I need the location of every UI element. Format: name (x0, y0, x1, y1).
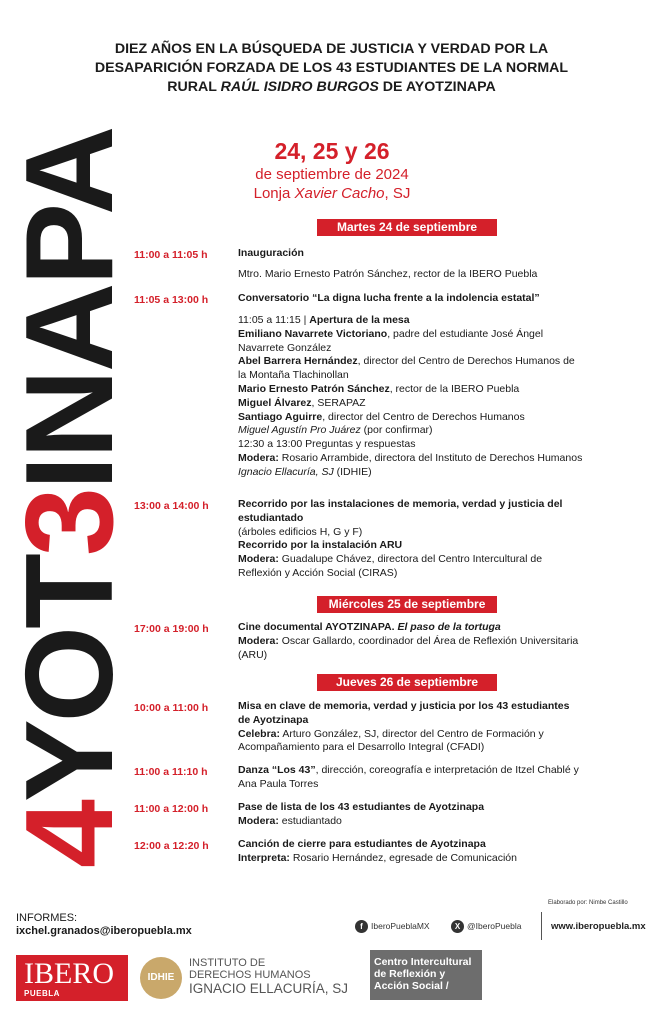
idhie-line-3: IGNACIO ELLACURÍA, SJ (189, 981, 349, 996)
event-4-title: Cine documental AYOTZINAPA. (238, 621, 398, 633)
event-8-time: 12:00 a 12:20 h (134, 840, 209, 852)
x-handle: @IberoPuebla (467, 921, 522, 931)
header-line-1: DIEZ AÑOS EN LA BÚSQUEDA DE JUSTICIA Y VERDAD POR LA (114, 41, 549, 57)
panelist-2-desc: , director del Centro de Derechos Humanos de la Montaña Tlachinollan (238, 355, 575, 382)
event-3-line-2: Recorrido por la instalación ARU (238, 539, 403, 552)
event-2-opening (238, 314, 583, 328)
event-8 (238, 838, 583, 866)
event-2-title (238, 292, 583, 306)
ibero-logo (16, 955, 128, 1001)
header-line-3-italic: RAÚL ISIDRO BURGOS (220, 79, 379, 95)
header-line-2: DESAPARICIÓN FORZADA DE LOS 43 ESTUDIANTES DE LA NORMAL (94, 60, 569, 76)
event-1-time: 11:00 a 11:05 h (134, 249, 208, 261)
event-5 (238, 700, 583, 755)
day-band-26: Jueves 26 de septiembre (317, 674, 497, 691)
ciras-line-3: Acción Social / (374, 980, 449, 992)
event-5-label: Celebra: (238, 727, 281, 740)
venue-pre: Lonja (253, 185, 295, 202)
x-link[interactable] (451, 919, 521, 933)
event-6 (238, 764, 583, 792)
event-7 (238, 801, 583, 829)
facebook-handle: IberoPueblaMX (371, 921, 430, 931)
panelist-4-desc: , SERAPAZ (311, 396, 366, 409)
vertical-title-3: 3 (1, 490, 139, 557)
event-2-panelist-4 (238, 397, 583, 411)
event-3-moderator (238, 553, 583, 581)
panelist-3-name: Mario Ernesto Patrón Sánchez (238, 382, 390, 395)
vertical-title (1, 78, 139, 868)
panelist-2-name: Abel Barrera Hernández (238, 355, 358, 368)
event-1-title: Inauguración (238, 247, 304, 259)
panelist-1-desc: , padre del estudiante José Ángel Navarrete González (238, 327, 544, 354)
event-2-panelist-5 (238, 411, 583, 439)
idhie-line-2: DERECHOS HUMANOS (189, 969, 311, 981)
event-3-time: 13:00 a 14:00 h (134, 500, 209, 512)
ciras-line-2: de Reflexión y (374, 968, 446, 980)
event-2-panelist-3 (238, 383, 583, 397)
opening-time: 11:05 a 11:15 | (238, 314, 310, 326)
event-4-mod-desc: Oscar Gallardo, coordinador del Área de Reflexión Universitaria (ARU) (238, 634, 579, 661)
panelist-3-desc: , rector de la IBERO Puebla (389, 382, 520, 395)
event-5-celebrant (238, 728, 583, 756)
facebook-icon: f (355, 920, 368, 933)
event-3-title: Recorrido por las instalaciones de memoria, verdad y justicia del estudiantado (238, 498, 563, 524)
event-6-time: 11:00 a 11:10 h (134, 766, 208, 778)
x-icon: X (451, 920, 464, 933)
event-5-title: Misa en clave de memoria, verdad y justicia por los 43 estudiantes de Ayotzinapa (238, 700, 570, 726)
ibero-logo-text: IBERO (24, 957, 114, 990)
panelist-1-name: Emiliano Navarrete Victoriano (238, 327, 388, 340)
moderator-desc: Rosario Arrambide, directora del Instituto de Derechos Humanos (278, 451, 583, 464)
event-8-label: Interpreta: (238, 851, 290, 864)
event-8-performer (238, 852, 583, 866)
event-3 (238, 498, 583, 581)
event-1-detail: Mtro. Mario Ernesto Patrón Sánchez, rector de la IBERO Puebla (238, 268, 538, 280)
event-8-title: Canción de cierre para estudiantes de Ayotzinapa (238, 838, 486, 850)
credits: Elaborado por: Nimbe Castillo (548, 900, 628, 906)
ibero-logo-sub: PUEBLA (24, 989, 60, 998)
event-3-mod-label: Modera: (238, 553, 279, 566)
event-dates (232, 137, 432, 203)
header-line-3-post: DE AYOTZINAPA (378, 79, 496, 95)
venue-italic: Xavier Cacho (294, 185, 385, 202)
panelist-5-desc: , director del Centro de Derechos Humanos (322, 410, 525, 423)
ciras-line-1: Centro Intercultural (374, 956, 472, 968)
event-3-mod-desc: Guadalupe Chávez, directora del Centro Intercultural de Reflexión y Acción Social (CIRAS) (238, 553, 543, 579)
event-4-moderator (238, 635, 583, 663)
event-1 (238, 247, 583, 261)
event-7-time: 11:00 a 12:00 h (134, 803, 209, 815)
event-month: de septiembre de 2024 (255, 166, 409, 183)
event-6-desc: , dirección, coreografía e interpretación de Itzel Chablé y Ana Paula Torres (238, 764, 579, 790)
event-2-moderator (238, 452, 583, 480)
footer-divider (541, 912, 542, 940)
event-5-desc: Arturo González, SJ, director del Centro de Formación y Acompañamiento para el Desarrollo Integral (CFADI) (238, 727, 544, 754)
event-venue (232, 184, 432, 203)
event-2-detail (238, 314, 583, 480)
event-7-label: Modera: (238, 814, 279, 827)
vertical-title-yot: YOT (1, 556, 139, 803)
event-4-time: 17:00 a 19:00 h (134, 623, 209, 635)
moderator-label: Modera: (238, 451, 279, 464)
website-link[interactable]: www.iberopuebla.mx (551, 921, 646, 932)
informes-label: INFORMES: (16, 912, 78, 924)
panelist-5-post: (por confirmar) (360, 424, 433, 437)
day-band-24: Martes 24 de septiembre (317, 219, 497, 236)
panelist-5-name: Santiago Aguirre (238, 410, 323, 423)
event-2-panelist-1 (238, 328, 583, 356)
event-6-title: Danza “Los 43” (238, 764, 316, 776)
event-7-title: Pase de lista de los 43 estudiantes de Ayotzinapa (238, 801, 485, 813)
panelist-4-name: Miguel Álvarez (238, 396, 312, 409)
panelist-5-italic: Miguel Agustín Pro Juárez (238, 424, 361, 437)
event-2-title-text: Conversatorio “La digna lucha frente a la indolencia estatal” (238, 292, 540, 304)
moderator-post: (IDHIE) (333, 465, 372, 478)
ciras-logo (370, 950, 482, 1000)
event-2-qa: 12:30 a 13:00 Preguntas y respuestas (238, 438, 416, 451)
event-4-title-italic: El paso de la tortuga (397, 621, 501, 633)
opening-title: Apertura de la mesa (309, 314, 410, 326)
event-7-moderator (238, 815, 583, 829)
event-8-desc: Rosario Hernández, egresade de Comunicación (289, 851, 517, 864)
day-band-25: Miércoles 25 de septiembre (317, 596, 497, 613)
idhie-line-1: INSTITUTO DE (189, 957, 266, 969)
vertical-title-inapa: INAPA (1, 128, 139, 491)
event-days: 24, 25 y 26 (274, 138, 390, 164)
event-4 (238, 621, 583, 662)
facebook-link[interactable] (355, 919, 430, 933)
idhie-logo-icon: IDHIE (140, 957, 182, 999)
event-7-desc: estudiantado (278, 814, 342, 827)
event-2-time: 11:05 a 13:00 h (134, 294, 209, 306)
informes (16, 912, 192, 938)
venue-post: , SJ (384, 185, 411, 202)
moderator-italic: Ignacio Ellacuría, SJ (238, 465, 334, 478)
event-4-mod-label: Modera: (238, 634, 279, 647)
event-5-time: 10:00 a 11:00 h (134, 702, 209, 714)
header-line-3-pre: RURAL (167, 79, 221, 95)
event-3-line-1: (árboles edificios H, G y F) (238, 525, 363, 538)
informes-email[interactable]: ixchel.granados@iberopuebla.mx (16, 925, 192, 937)
event-2-panelist-2 (238, 355, 583, 383)
vertical-title-4: 4 (1, 802, 139, 868)
idhie-logo (189, 957, 348, 997)
